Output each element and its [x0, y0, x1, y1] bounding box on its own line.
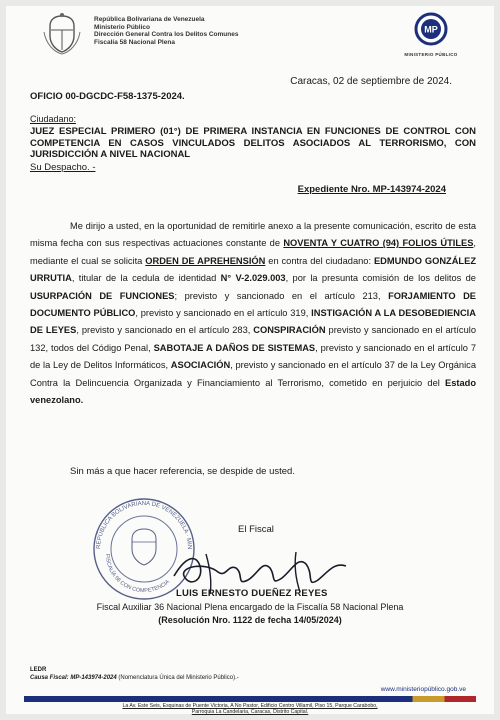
causa-label: Causa Fiscal: MP-143974-2024 — [30, 675, 117, 681]
body-text: , titular de la cedula de identidad — [71, 273, 221, 284]
folios-count: NOVENTA Y CUATRO (94) FOLIOS ÚTILES — [283, 238, 474, 249]
letterhead-text — [94, 16, 238, 46]
charge-5: SABOTAJE A DAÑOS DE SISTEMAS — [153, 342, 316, 353]
document-date: Caracas, 02 de septiembre de 2024. — [290, 76, 452, 87]
addressee: JUEZ ESPECIAL PRIMERO (01°) DE PRIMERA INSTANCIA EN FUNCIONES DE CONTROL CON COMPETENCIA EN CASOS VINCULADOS DELITOS ASOCIADOS AL TERRORISMO, CON JURISDICCIÓN A NIVEL NACIONAL — [30, 126, 476, 161]
signer-resolution: (Resolución Nro. 1122 de fecha 14/05/2024) — [158, 615, 342, 625]
letterhead-line: Dirección General Contra los Delitos Comunes — [94, 31, 239, 39]
coat-of-arms-icon — [40, 12, 84, 56]
body-text: en contra del ciudadano: — [265, 255, 374, 266]
closing-line: Sin más a que hacer referencia, se despide de usted. — [70, 466, 295, 477]
logo-monogram: MP — [424, 24, 438, 35]
body-text: , por la presunta comisión de los delitos de — [285, 273, 476, 284]
seal-outer-text: REPÚBLICA BOLIVARIANA DE VENEZUELA · MIN — [95, 500, 193, 550]
orden-aprehension: ORDEN DE APREHENSIÓN — [145, 255, 266, 266]
body-text: Me dirijo a usted, en la oportunidad de remitirle anexo a la presente comunicación, escrito de esta misma fecha con sus respectivas actuaciones constante de — [30, 221, 476, 249]
body-text: ; previsto y sancionado en el artículo 213, — [174, 290, 389, 301]
charge-1: USURPACIÓN DE FUNCIONES — [30, 290, 175, 301]
body-text: , previsto y sancionado en el artículo 7 de la Ley de Delitos Informáticos, — [30, 342, 477, 371]
body-text: , previsto y sancionado en el artículo 283, — [76, 325, 254, 336]
letterhead-line: República Bolivariana de Venezuela — [94, 16, 205, 23]
body-text: previsto y sancionado en el artículo 132, todos del Código Penal, — [30, 325, 476, 353]
letterhead-line: Fiscalía 58 Nacional Plena — [94, 38, 175, 46]
oficio-number: OFICIO 00-DGCDC-F58-1375-2024. — [30, 91, 185, 102]
footer-color-bar — [24, 696, 476, 702]
charge-4: CONSPIRACIÓN — [253, 325, 326, 336]
signer-name: LUIS ERNESTO DUEÑEZ REYES — [176, 588, 328, 599]
ministerio-publico-logo — [401, 12, 461, 62]
signature-heading: El Fiscal — [238, 524, 274, 535]
victim: Estado venezolano. — [30, 377, 476, 406]
body-paragraph — [30, 218, 476, 409]
seal-bottom-text: FISCALÍA 58 CON COMPETENCIA — [103, 553, 171, 595]
logo-label: MINISTERIO PÚBLICO — [404, 52, 458, 57]
signer-title: Fiscal Auxiliar 36 Nacional Plena encargado de la Fiscalía 58 Nacional Plena — [96, 602, 404, 612]
expediente-number: Expediente Nro. MP-143974-2024 — [297, 184, 446, 195]
defendant-name: EDMUNDO GONZÁLEZ URRUTIA — [30, 255, 476, 284]
body-text: , mediante el cual se solicita — [30, 238, 477, 266]
website-link[interactable]: www.ministeriopúblico.gob.ve — [380, 686, 466, 693]
id-number: N° V-2.029.003 — [220, 273, 286, 284]
footer-address — [6, 703, 494, 715]
causa-note: (Nomenclatura Única del Ministerio Público).- — [116, 675, 239, 681]
address-line: La Av. Este Seis, Esquinas de Puente Victoria, A No Pastor, Edificio Centro Villamil, Piso 15, Parque Carabobo, — [122, 703, 378, 709]
charge-6: ASOCIACIÓN — [170, 360, 231, 371]
document-page — [6, 6, 494, 714]
svg-text:FISCALÍA 58 CON COMPETENCIA — [104, 554, 171, 594]
despacho-label: Su Despacho. - — [30, 162, 96, 173]
initials: LEDR — [30, 667, 47, 673]
salutation-label: Ciudadano: — [30, 114, 77, 124]
causa-fiscal — [30, 675, 239, 681]
charge-3: INSTIGACIÓN A LA DESOBEDIENCIA DE LEYES — [30, 308, 476, 336]
body-text: , previsto y sancionado en el artículo 319, — [135, 308, 312, 319]
address-line: Parroquia La Candelaria, Caracas, Distrito Capital. — [191, 709, 309, 715]
body-text: , previsto y sancionado en el artículo 37 de la Ley Orgánica Contra la Delincuencia Organizada y Financiamiento al Terrorismo, cometido en perjuicio del — [30, 360, 476, 388]
charge-2: FORJAMIENTO DE DOCUMENTO PÚBLICO — [30, 290, 476, 319]
letterhead-line: Ministerio Público — [94, 23, 150, 31]
